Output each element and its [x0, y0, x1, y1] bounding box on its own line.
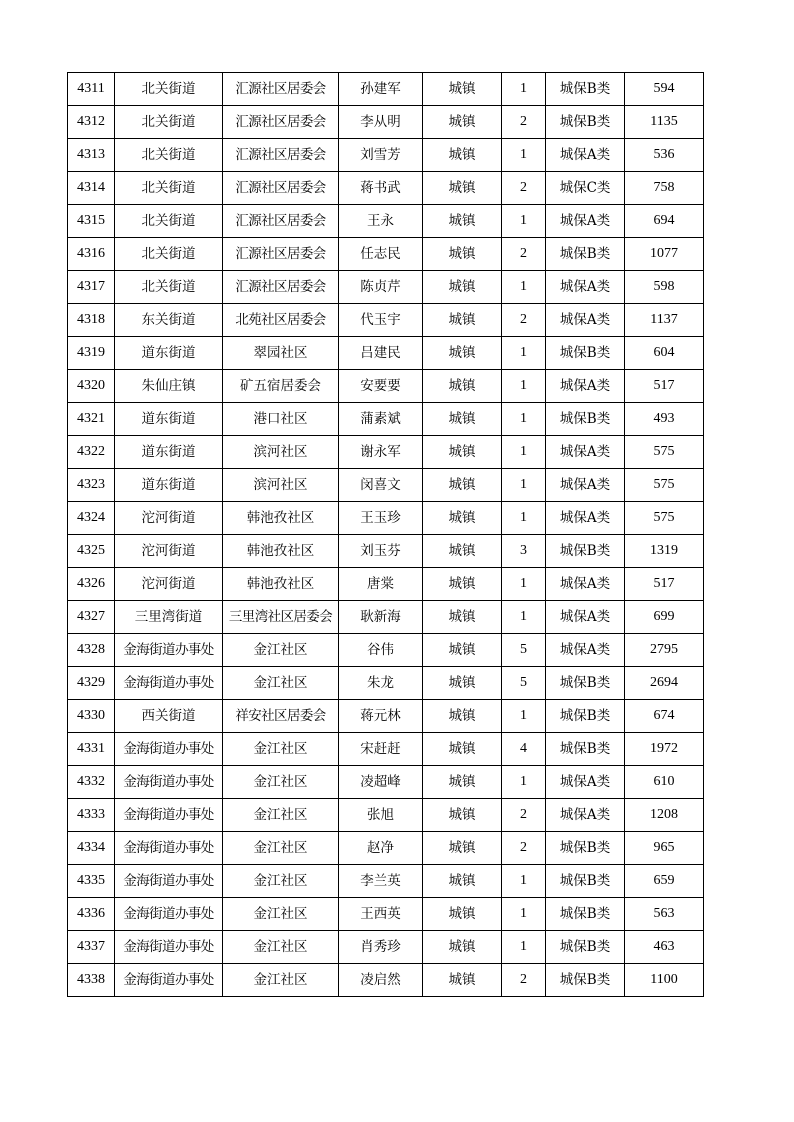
- record-id-cell: 4320: [68, 370, 115, 403]
- street-cell: 三里湾街道: [115, 601, 223, 634]
- table-row: [68, 634, 704, 667]
- household-size-cell: 1: [502, 865, 546, 898]
- record-id-cell: 4338: [68, 964, 115, 997]
- name-cell: 宋赶赶: [339, 733, 423, 766]
- street-cell: 金海街道办事处: [115, 931, 223, 964]
- name-cell: 吕建民: [339, 337, 423, 370]
- community-cell: 金江社区: [223, 733, 339, 766]
- household-size-cell: 1: [502, 139, 546, 172]
- amount-cell: 1208: [625, 799, 704, 832]
- amount-cell: 1137: [625, 304, 704, 337]
- household-size-cell: 2: [502, 172, 546, 205]
- insurance-category-cell: 城保B类: [546, 931, 625, 964]
- community-cell: 金江社区: [223, 865, 339, 898]
- record-id-cell: 4323: [68, 469, 115, 502]
- household-size-cell: 1: [502, 271, 546, 304]
- insurance-category-cell: 城保A类: [546, 568, 625, 601]
- amount-cell: 575: [625, 469, 704, 502]
- amount-cell: 659: [625, 865, 704, 898]
- amount-cell: 2694: [625, 667, 704, 700]
- name-cell: 赵净: [339, 832, 423, 865]
- area-type-cell: 城镇: [423, 865, 502, 898]
- amount-cell: 610: [625, 766, 704, 799]
- household-size-cell: 1: [502, 337, 546, 370]
- street-cell: 东关街道: [115, 304, 223, 337]
- household-size-cell: 1: [502, 436, 546, 469]
- table-row: [68, 205, 704, 238]
- street-cell: 沱河街道: [115, 535, 223, 568]
- community-cell: 汇源社区居委会: [223, 139, 339, 172]
- name-cell: 朱龙: [339, 667, 423, 700]
- area-type-cell: 城镇: [423, 700, 502, 733]
- record-id-cell: 4332: [68, 766, 115, 799]
- area-type-cell: 城镇: [423, 106, 502, 139]
- community-cell: 翠园社区: [223, 337, 339, 370]
- insurance-category-cell: 城保B类: [546, 337, 625, 370]
- name-cell: 唐棠: [339, 568, 423, 601]
- roster-body: [68, 73, 704, 997]
- household-size-cell: 3: [502, 535, 546, 568]
- household-size-cell: 2: [502, 964, 546, 997]
- insurance-category-cell: 城保B类: [546, 865, 625, 898]
- table-row: [68, 469, 704, 502]
- name-cell: 谷伟: [339, 634, 423, 667]
- record-id-cell: 4316: [68, 238, 115, 271]
- amount-cell: 699: [625, 601, 704, 634]
- name-cell: 蒲素斌: [339, 403, 423, 436]
- name-cell: 李兰英: [339, 865, 423, 898]
- amount-cell: 1100: [625, 964, 704, 997]
- area-type-cell: 城镇: [423, 172, 502, 205]
- street-cell: 北关街道: [115, 139, 223, 172]
- table-row: [68, 799, 704, 832]
- household-size-cell: 2: [502, 832, 546, 865]
- amount-cell: 2795: [625, 634, 704, 667]
- street-cell: 道东街道: [115, 403, 223, 436]
- community-cell: 滨河社区: [223, 436, 339, 469]
- area-type-cell: 城镇: [423, 73, 502, 106]
- name-cell: 孙建军: [339, 73, 423, 106]
- community-cell: 金江社区: [223, 931, 339, 964]
- name-cell: 谢永军: [339, 436, 423, 469]
- household-size-cell: 1: [502, 766, 546, 799]
- community-cell: 金江社区: [223, 634, 339, 667]
- table-row: [68, 370, 704, 403]
- street-cell: 金海街道办事处: [115, 832, 223, 865]
- street-cell: 道东街道: [115, 469, 223, 502]
- area-type-cell: 城镇: [423, 832, 502, 865]
- street-cell: 北关街道: [115, 271, 223, 304]
- record-id-cell: 4336: [68, 898, 115, 931]
- area-type-cell: 城镇: [423, 370, 502, 403]
- street-cell: 道东街道: [115, 436, 223, 469]
- community-cell: 韩池孜社区: [223, 568, 339, 601]
- insurance-category-cell: 城保A类: [546, 304, 625, 337]
- insurance-category-cell: 城保C类: [546, 172, 625, 205]
- area-type-cell: 城镇: [423, 436, 502, 469]
- name-cell: 刘玉芬: [339, 535, 423, 568]
- record-id-cell: 4325: [68, 535, 115, 568]
- area-type-cell: 城镇: [423, 898, 502, 931]
- amount-cell: 674: [625, 700, 704, 733]
- table-row: [68, 733, 704, 766]
- street-cell: 金海街道办事处: [115, 634, 223, 667]
- table-row: [68, 304, 704, 337]
- area-type-cell: 城镇: [423, 634, 502, 667]
- area-type-cell: 城镇: [423, 931, 502, 964]
- household-size-cell: 2: [502, 799, 546, 832]
- community-cell: 韩池孜社区: [223, 535, 339, 568]
- street-cell: 西关街道: [115, 700, 223, 733]
- insurance-category-cell: 城保B类: [546, 898, 625, 931]
- table-row: [68, 436, 704, 469]
- household-size-cell: 1: [502, 73, 546, 106]
- amount-cell: 517: [625, 370, 704, 403]
- name-cell: 凌启然: [339, 964, 423, 997]
- area-type-cell: 城镇: [423, 568, 502, 601]
- record-id-cell: 4311: [68, 73, 115, 106]
- street-cell: 北关街道: [115, 73, 223, 106]
- insurance-category-cell: 城保A类: [546, 634, 625, 667]
- record-id-cell: 4313: [68, 139, 115, 172]
- street-cell: 金海街道办事处: [115, 865, 223, 898]
- table-row: [68, 601, 704, 634]
- table-row: [68, 832, 704, 865]
- name-cell: 王永: [339, 205, 423, 238]
- household-size-cell: 1: [502, 568, 546, 601]
- table-row: [68, 271, 704, 304]
- record-id-cell: 4333: [68, 799, 115, 832]
- insurance-category-cell: 城保A类: [546, 601, 625, 634]
- name-cell: 任志民: [339, 238, 423, 271]
- street-cell: 金海街道办事处: [115, 667, 223, 700]
- amount-cell: 575: [625, 502, 704, 535]
- area-type-cell: 城镇: [423, 601, 502, 634]
- record-id-cell: 4326: [68, 568, 115, 601]
- record-id-cell: 4327: [68, 601, 115, 634]
- table-row: [68, 898, 704, 931]
- street-cell: 金海街道办事处: [115, 733, 223, 766]
- area-type-cell: 城镇: [423, 502, 502, 535]
- area-type-cell: 城镇: [423, 799, 502, 832]
- record-id-cell: 4315: [68, 205, 115, 238]
- insurance-category-cell: 城保A类: [546, 271, 625, 304]
- name-cell: 王玉珍: [339, 502, 423, 535]
- table-row: [68, 700, 704, 733]
- street-cell: 金海街道办事处: [115, 766, 223, 799]
- amount-cell: 493: [625, 403, 704, 436]
- area-type-cell: 城镇: [423, 964, 502, 997]
- name-cell: 耿新海: [339, 601, 423, 634]
- insurance-category-cell: 城保A类: [546, 139, 625, 172]
- amount-cell: 604: [625, 337, 704, 370]
- community-cell: 北苑社区居委会: [223, 304, 339, 337]
- household-size-cell: 2: [502, 106, 546, 139]
- name-cell: 安要要: [339, 370, 423, 403]
- insurance-category-cell: 城保B类: [546, 238, 625, 271]
- street-cell: 北关街道: [115, 172, 223, 205]
- area-type-cell: 城镇: [423, 271, 502, 304]
- area-type-cell: 城镇: [423, 667, 502, 700]
- amount-cell: 463: [625, 931, 704, 964]
- area-type-cell: 城镇: [423, 469, 502, 502]
- table-row: [68, 667, 704, 700]
- record-id-cell: 4337: [68, 931, 115, 964]
- household-size-cell: 5: [502, 634, 546, 667]
- household-size-cell: 2: [502, 304, 546, 337]
- street-cell: 沱河街道: [115, 568, 223, 601]
- name-cell: 闵喜文: [339, 469, 423, 502]
- area-type-cell: 城镇: [423, 337, 502, 370]
- community-cell: 金江社区: [223, 799, 339, 832]
- table-row: [68, 106, 704, 139]
- street-cell: 朱仙庄镇: [115, 370, 223, 403]
- name-cell: 凌超峰: [339, 766, 423, 799]
- community-cell: 汇源社区居委会: [223, 172, 339, 205]
- insurance-category-cell: 城保A类: [546, 799, 625, 832]
- household-size-cell: 1: [502, 931, 546, 964]
- insurance-category-cell: 城保A类: [546, 766, 625, 799]
- community-cell: 汇源社区居委会: [223, 271, 339, 304]
- street-cell: 沱河街道: [115, 502, 223, 535]
- insurance-category-cell: 城保B类: [546, 535, 625, 568]
- household-size-cell: 2: [502, 238, 546, 271]
- insurance-category-cell: 城保B类: [546, 106, 625, 139]
- amount-cell: 758: [625, 172, 704, 205]
- community-cell: 金江社区: [223, 667, 339, 700]
- record-id-cell: 4321: [68, 403, 115, 436]
- roster-table: [67, 72, 704, 997]
- name-cell: 蒋书武: [339, 172, 423, 205]
- table-row: [68, 535, 704, 568]
- record-id-cell: 4335: [68, 865, 115, 898]
- table-row: [68, 766, 704, 799]
- community-cell: 汇源社区居委会: [223, 205, 339, 238]
- amount-cell: 1077: [625, 238, 704, 271]
- community-cell: 祥安社区居委会: [223, 700, 339, 733]
- record-id-cell: 4317: [68, 271, 115, 304]
- community-cell: 汇源社区居委会: [223, 73, 339, 106]
- area-type-cell: 城镇: [423, 403, 502, 436]
- table-row: [68, 568, 704, 601]
- household-size-cell: 1: [502, 370, 546, 403]
- table-row: [68, 403, 704, 436]
- amount-cell: 594: [625, 73, 704, 106]
- insurance-category-cell: 城保A类: [546, 469, 625, 502]
- community-cell: 金江社区: [223, 964, 339, 997]
- amount-cell: 1972: [625, 733, 704, 766]
- table-row: [68, 172, 704, 205]
- community-cell: 金江社区: [223, 832, 339, 865]
- area-type-cell: 城镇: [423, 535, 502, 568]
- street-cell: 道东街道: [115, 337, 223, 370]
- record-id-cell: 4330: [68, 700, 115, 733]
- name-cell: 陈贞芹: [339, 271, 423, 304]
- insurance-category-cell: 城保A类: [546, 502, 625, 535]
- insurance-category-cell: 城保B类: [546, 403, 625, 436]
- insurance-category-cell: 城保B类: [546, 733, 625, 766]
- area-type-cell: 城镇: [423, 733, 502, 766]
- area-type-cell: 城镇: [423, 766, 502, 799]
- community-cell: 矿五宿居委会: [223, 370, 339, 403]
- record-id-cell: 4312: [68, 106, 115, 139]
- street-cell: 北关街道: [115, 106, 223, 139]
- record-id-cell: 4328: [68, 634, 115, 667]
- community-cell: 汇源社区居委会: [223, 106, 339, 139]
- name-cell: 王西英: [339, 898, 423, 931]
- community-cell: 汇源社区居委会: [223, 238, 339, 271]
- area-type-cell: 城镇: [423, 238, 502, 271]
- table-row: [68, 865, 704, 898]
- name-cell: 蒋元林: [339, 700, 423, 733]
- amount-cell: 694: [625, 205, 704, 238]
- street-cell: 金海街道办事处: [115, 964, 223, 997]
- amount-cell: 598: [625, 271, 704, 304]
- record-id-cell: 4324: [68, 502, 115, 535]
- insurance-category-cell: 城保A类: [546, 370, 625, 403]
- name-cell: 肖秀珍: [339, 931, 423, 964]
- name-cell: 李从明: [339, 106, 423, 139]
- insurance-category-cell: 城保A类: [546, 436, 625, 469]
- amount-cell: 575: [625, 436, 704, 469]
- record-id-cell: 4331: [68, 733, 115, 766]
- household-size-cell: 1: [502, 469, 546, 502]
- community-cell: 韩池孜社区: [223, 502, 339, 535]
- household-size-cell: 1: [502, 502, 546, 535]
- household-size-cell: 1: [502, 403, 546, 436]
- household-size-cell: 1: [502, 601, 546, 634]
- household-size-cell: 1: [502, 205, 546, 238]
- name-cell: 刘雪芳: [339, 139, 423, 172]
- record-id-cell: 4318: [68, 304, 115, 337]
- table-row: [68, 238, 704, 271]
- record-id-cell: 4322: [68, 436, 115, 469]
- community-cell: 三里湾社区居委会: [223, 601, 339, 634]
- table-row: [68, 73, 704, 106]
- name-cell: 代玉宇: [339, 304, 423, 337]
- street-cell: 北关街道: [115, 205, 223, 238]
- amount-cell: 563: [625, 898, 704, 931]
- table-row: [68, 337, 704, 370]
- insurance-category-cell: 城保B类: [546, 832, 625, 865]
- household-size-cell: 5: [502, 667, 546, 700]
- community-cell: 港口社区: [223, 403, 339, 436]
- household-size-cell: 4: [502, 733, 546, 766]
- amount-cell: 965: [625, 832, 704, 865]
- insurance-category-cell: 城保B类: [546, 964, 625, 997]
- community-cell: 金江社区: [223, 898, 339, 931]
- table-row: [68, 964, 704, 997]
- table-row: [68, 502, 704, 535]
- area-type-cell: 城镇: [423, 139, 502, 172]
- street-cell: 金海街道办事处: [115, 799, 223, 832]
- area-type-cell: 城镇: [423, 205, 502, 238]
- community-cell: 滨河社区: [223, 469, 339, 502]
- record-id-cell: 4319: [68, 337, 115, 370]
- insurance-category-cell: 城保A类: [546, 205, 625, 238]
- amount-cell: 1135: [625, 106, 704, 139]
- name-cell: 张旭: [339, 799, 423, 832]
- insurance-category-cell: 城保B类: [546, 73, 625, 106]
- street-cell: 金海街道办事处: [115, 898, 223, 931]
- community-cell: 金江社区: [223, 766, 339, 799]
- record-id-cell: 4329: [68, 667, 115, 700]
- amount-cell: 1319: [625, 535, 704, 568]
- household-size-cell: 1: [502, 898, 546, 931]
- insurance-category-cell: 城保B类: [546, 667, 625, 700]
- table-row: [68, 931, 704, 964]
- record-id-cell: 4314: [68, 172, 115, 205]
- street-cell: 北关街道: [115, 238, 223, 271]
- household-size-cell: 1: [502, 700, 546, 733]
- table-row: [68, 139, 704, 172]
- amount-cell: 517: [625, 568, 704, 601]
- insurance-category-cell: 城保B类: [546, 700, 625, 733]
- amount-cell: 536: [625, 139, 704, 172]
- area-type-cell: 城镇: [423, 304, 502, 337]
- record-id-cell: 4334: [68, 832, 115, 865]
